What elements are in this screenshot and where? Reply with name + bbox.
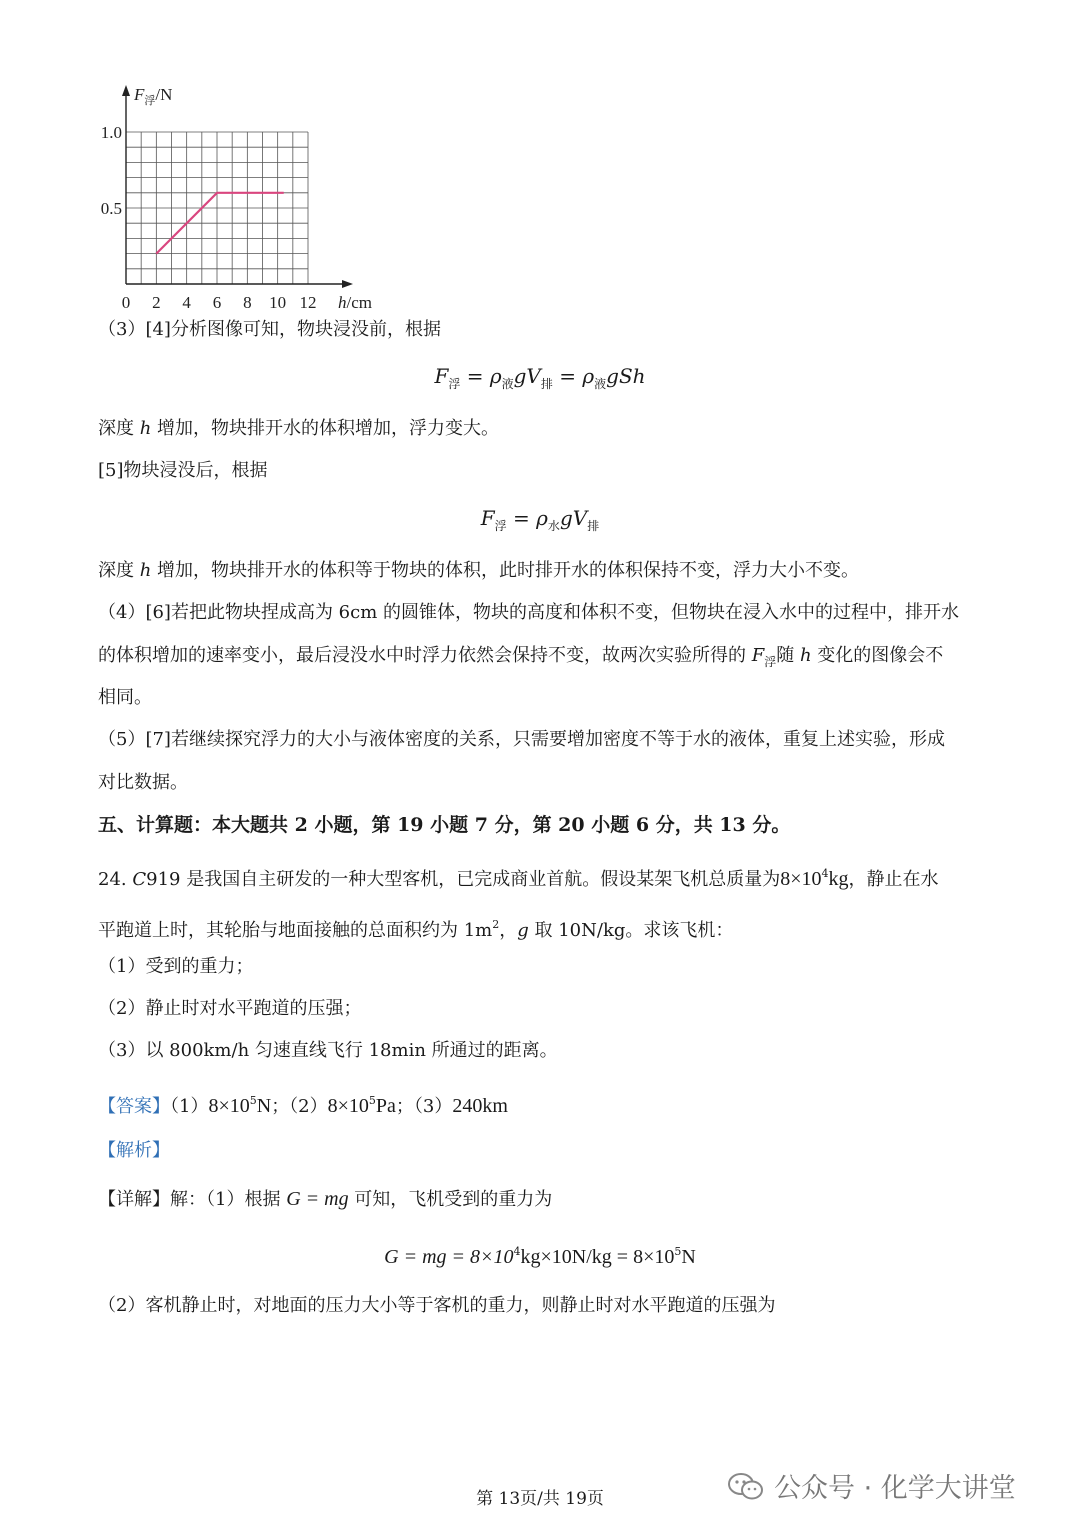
page-footer: 第 13页/共 19页: [476, 1489, 604, 1509]
analysis-tag: 【解析】: [98, 1140, 170, 1161]
buoyancy-depth-chart: [92, 80, 372, 312]
x-tick-label: 0: [121, 293, 131, 312]
para-part2-pressure: （2）客机静止时，对地面的压力大小等于客机的重力，则静止时对水平跑道的压强为: [98, 1295, 776, 1316]
section-heading: 五、计算题：本大题共 2 小题，第 19 小题 7 分，第 20 小题 6 分，共 13 分。: [98, 814, 791, 836]
para-4-line3: 相同。: [98, 687, 152, 708]
para-depth-1: 深度 h 增加，物块排开水的体积增加，浮力变大。: [98, 418, 500, 439]
question-24-part1: （1）受到的重力；: [98, 956, 254, 977]
y-tick-label: 0.5: [100, 199, 122, 218]
para-5q-line1: （5）[7]若继续探究浮力的大小与液体密度的关系，只需要增加密度不等于水的液体，重复上述实验，形成: [98, 729, 945, 750]
x-tick-label: 6: [212, 293, 222, 312]
question-24-part3: （3）以 800km/h 匀速直线飞行 18min 所通过的距离。: [98, 1040, 558, 1061]
y-tick-label: 1.0: [100, 123, 122, 142]
x-tick-label: 8: [243, 293, 252, 312]
question-24-line2: 平跑道上时，其轮胎与地面接触的总面积约为 $1m^2$，g 取 10N/kg。求该飞机：: [98, 918, 734, 941]
para-depth-2: 深度 h 增加，物块排开水的体积等于物块的体积，此时排开水的体积保持不变，浮力大小不变。: [98, 560, 860, 581]
para-4-line2: 的体积增加的速率变小，最后浸没水中时浮力依然会保持不变，故两次实验所得的 $F_浮$随 h 变化的图像会不: [98, 645, 944, 669]
x-axis-label: h/cm: [338, 293, 372, 312]
y-axis-label: $F_浮/N$: [134, 85, 173, 107]
x-tick-label: 2: [152, 293, 161, 312]
x-tick-label: 10: [269, 293, 287, 312]
equation-1: $F_浮 = \rho_液gV_排 = \rho_液gSh$: [434, 364, 646, 391]
detail-line: 【详解】解：（1）根据 G = mg 可知，飞机受到的重力为: [98, 1188, 553, 1210]
watermark: [728, 1466, 1016, 1505]
equation-2: $F_浮 = \rho_水gV_排$: [480, 506, 600, 533]
x-tick-label: 12: [299, 293, 317, 312]
para-3-intro: （3）[4]分析图像可知，物块浸没前，根据: [98, 319, 441, 340]
equation-3: G = mg = $8\times 10^4kg\times 10N/kg = 8\times 10^5N$: [384, 1245, 696, 1268]
question-24-part2: （2）静止时对水平跑道的压强；: [98, 998, 362, 1019]
y-axis-arrow: [122, 85, 130, 96]
answer-line: 【答案】$(1)8\times 10^5N$；$(2)8\times 10^5Pa$；（3）240km: [98, 1094, 508, 1117]
para-5-intro: [5]物块浸没后，根据: [98, 460, 268, 481]
watermark-text: 公众号 · 化学大讲堂: [774, 1473, 1016, 1504]
para-4-line1: （4）[6]若把此物块捏成高为 6cm 的圆锥体，物块的高度和体积不变，但物块在浸入水中的过程中，排开水: [98, 602, 959, 623]
x-axis-arrow: [342, 280, 353, 288]
question-24-line1: 24. C919 是我国自主研发的一种大型客机，已完成商业首航。假设某架飞机总质量为$8\times 10^4kg$，静止在水: [98, 867, 939, 890]
x-tick-label: 4: [182, 293, 191, 312]
para-5q-line2: 对比数据。: [98, 772, 188, 793]
wechat-icon: [728, 1473, 764, 1501]
